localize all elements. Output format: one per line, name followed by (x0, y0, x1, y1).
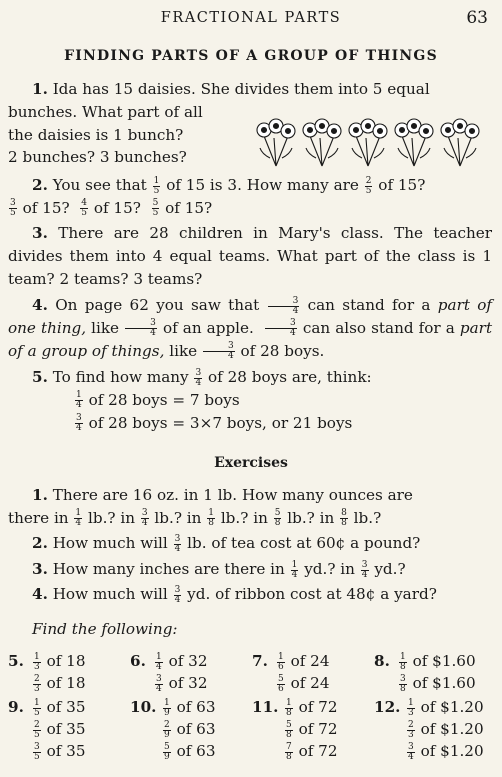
problem-text: like (169, 341, 198, 360)
fraction: $\frac{3}{4}$ (141, 508, 148, 529)
problem-text: of 15 is 3. How many are (166, 176, 359, 194)
fraction: $\frac{1}{8}$ (400, 651, 406, 672)
fraction: $\frac{1}{3}$ (408, 697, 414, 718)
problem-3 (8, 222, 492, 290)
problem-line (406, 740, 484, 762)
problem-line (398, 650, 476, 672)
exercise-text: lb.? in (154, 508, 202, 527)
fraction: $\frac{2}{5}$ (34, 719, 40, 740)
page-header (0, 8, 502, 30)
daisy-bunch-4 (395, 119, 433, 166)
problem-number: 6. (130, 652, 146, 670)
problem-line (32, 718, 85, 740)
problem-number: 3. (32, 224, 48, 242)
fraction: $\frac{3}{4}$ (268, 297, 300, 316)
problem-text: On page 62 you saw that (55, 296, 260, 314)
problem-12 (374, 696, 492, 762)
fraction: $\frac{3}{4}$ (195, 367, 202, 388)
problem-text: You see that (52, 176, 147, 194)
page-number: 63 (466, 8, 488, 28)
fraction: $\frac{4}{5}$ (81, 198, 88, 219)
fraction: $\frac{3}{5}$ (10, 198, 16, 219)
exercise-text: lb. of tea cost at 60¢ a pound? (187, 534, 421, 552)
problem-number: 4. (32, 296, 48, 314)
fraction: $\frac{5}{8}$ (274, 508, 281, 529)
fraction: $\frac{1}{3}$ (34, 651, 40, 672)
exercise-text: yd.? (374, 560, 406, 578)
problem-line (162, 740, 215, 762)
problem-number: 9. (8, 698, 24, 716)
problem-1-line-1 (8, 78, 492, 101)
problem-5-line-3 (8, 412, 492, 435)
exercise-text: lb.? in (287, 508, 335, 527)
problem-line (398, 672, 476, 694)
problem-number: 2. (32, 176, 48, 194)
fraction: $\frac{5}{9}$ (164, 741, 170, 762)
fraction: $\frac{7}{8}$ (286, 741, 292, 762)
fraction: $\frac{5}{5}$ (152, 198, 159, 219)
problem-5-line-1 (8, 366, 492, 389)
problem-lines (398, 650, 476, 694)
section-title: FINDING PARTS OF A GROUP OF THINGS (64, 48, 438, 64)
fraction: $\frac{2}{5}$ (365, 175, 372, 196)
problem-number: 5. (8, 652, 24, 670)
fraction: $\frac{3}{4}$ (408, 741, 414, 762)
problem-number: 5. (32, 368, 48, 386)
problem-lines (162, 696, 215, 762)
daisy-bunch-5 (441, 119, 479, 166)
problem-text: of 28 boys. (240, 341, 325, 360)
problem-text: of 24 (290, 652, 330, 670)
problem-line (32, 672, 85, 694)
fraction: $\frac{3}{4}$ (361, 559, 368, 580)
problem-text: of 28 boys are, think: (208, 368, 372, 386)
problem-text: of 35 (46, 742, 86, 760)
exercises-heading: Exercises (214, 455, 288, 471)
problem-text: of 63 (176, 720, 216, 738)
exercise-text: lb.? (353, 508, 382, 527)
problem-text: of 72 (298, 742, 338, 760)
fraction: $\frac{3}{4}$ (156, 673, 162, 694)
fraction: $\frac{2}{9}$ (164, 719, 170, 740)
problem-2-line-2 (8, 197, 492, 220)
problem-text: There are 28 children in Mary's class. The teacher divides them into 4 equal teams. What part of the class is 1 team? 2 teams? 3 teams? (8, 224, 493, 288)
problem-3-text-block (8, 222, 492, 290)
fraction: $\frac{3}{4}$ (76, 413, 82, 434)
problem-lines (284, 696, 337, 762)
problem-text: of $1.60 (412, 652, 476, 670)
problem-text: of 15? (165, 198, 213, 217)
exercise-text: there in (8, 508, 69, 527)
running-title: FRACTIONAL PARTS (160, 10, 342, 26)
fraction: $\frac{5}{6}$ (278, 673, 284, 694)
problem-5-line-2 (8, 389, 492, 412)
exercise-3 (8, 558, 492, 581)
problem-number: 12. (374, 698, 401, 716)
fraction: $\frac{3}{4}$ (203, 342, 235, 361)
problem-text: of 32 (168, 674, 208, 692)
problem-text: of 18 (46, 652, 86, 670)
exercise-4 (8, 583, 492, 606)
exercise-1-line-2 (8, 507, 492, 530)
problem-lines (276, 650, 329, 694)
fraction: $\frac{3}{5}$ (34, 741, 40, 762)
exercise-text: yd.? in (304, 560, 355, 578)
fraction: $\frac{1}{5}$ (153, 175, 160, 196)
problem-text: of 28 boys = 7 boys (88, 390, 240, 409)
problem-number: 1. (32, 80, 48, 98)
fraction: $\frac{1}{9}$ (164, 697, 170, 718)
problem-5 (8, 650, 126, 694)
problem-line (284, 740, 337, 762)
problem-line (284, 696, 337, 718)
fraction: $\frac{1}{5}$ (34, 697, 40, 718)
find-the-following-label: Find the following: (32, 620, 178, 638)
exercise-number: 4. (32, 585, 48, 603)
problem-number: 11. (252, 698, 279, 716)
problem-lines (406, 696, 484, 762)
problem-line (32, 650, 85, 672)
fraction: $\frac{3}{8}$ (400, 673, 406, 694)
problem-text: of 24 (290, 674, 330, 692)
problem-line (154, 650, 207, 672)
problem-number: 8. (374, 652, 390, 670)
fraction: $\frac{5}{8}$ (286, 719, 292, 740)
problem-text: of 18 (46, 674, 86, 692)
problem-text: of $1.20 (420, 742, 484, 760)
problem-number: 7. (252, 652, 268, 670)
problem-text: of an apple. (162, 318, 254, 337)
problem-text: of 15? (93, 198, 141, 217)
problem-line (284, 718, 337, 740)
problem-lines (32, 650, 85, 694)
problem-text: of 32 (168, 652, 208, 670)
daisy-bunch-1 (257, 119, 295, 166)
daisy-bunches-illustration (252, 114, 488, 168)
exercise-number: 1. (32, 486, 48, 504)
problem-1-line-2: bunches. What part of all (8, 102, 203, 121)
problem-line (162, 718, 215, 740)
problem-text: of 63 (176, 698, 216, 716)
problem-4 (8, 294, 492, 362)
problem-2-line-1 (8, 174, 492, 197)
fraction: $\frac{1}{8}$ (286, 697, 292, 718)
fraction: $\frac{1}{4}$ (291, 559, 298, 580)
italic-text: part of a group of things, (8, 318, 493, 360)
exercise-text: How much will (52, 585, 168, 603)
problem-line (32, 696, 85, 718)
fraction: $\frac{1}{4}$ (75, 508, 82, 529)
fraction: $\frac{2}{3}$ (408, 719, 414, 740)
problem-text: of 35 (46, 698, 86, 716)
exercise-text: lb.? in (220, 508, 268, 527)
exercise-3-line (8, 558, 492, 581)
problem-text: like (91, 318, 120, 337)
problem-2 (8, 174, 492, 220)
problem-line (276, 650, 329, 672)
problem-text: can stand for a (307, 296, 431, 314)
exercise-number: 2. (32, 534, 48, 552)
problem-number: 10. (130, 698, 157, 716)
problem-text: of 15? (22, 198, 70, 217)
problem-text: of 72 (298, 720, 338, 738)
problem-11 (252, 696, 370, 762)
problem-line (276, 672, 329, 694)
problem-text: of $1.20 (420, 720, 484, 738)
problem-line (154, 672, 207, 694)
italic-text: part of one thing, (8, 296, 493, 337)
daisy-bunch-2 (303, 119, 341, 166)
exercise-4-line (8, 583, 492, 606)
problem-10 (130, 696, 248, 762)
fraction: $\frac{8}{8}$ (341, 508, 347, 529)
exercise-1 (8, 484, 492, 530)
problem-text: of 28 boys = 3×7 boys, or 21 boys (88, 413, 353, 432)
problem-9 (8, 696, 126, 762)
fraction: $\frac{2}{3}$ (34, 673, 40, 694)
exercise-2-line (8, 532, 492, 555)
fraction: $\frac{3}{4}$ (174, 533, 181, 554)
problem-6 (130, 650, 248, 694)
problem-lines (154, 650, 207, 694)
exercise-text: How much will (52, 534, 168, 552)
daisy-bunch-3 (349, 119, 387, 166)
fraction: $\frac{3}{4}$ (265, 319, 297, 338)
problem-text: of 72 (298, 698, 338, 716)
problem-text: To find how many (52, 368, 189, 386)
problem-line (32, 740, 85, 762)
problem-5 (8, 366, 492, 434)
problem-text: of 63 (176, 742, 216, 760)
exercise-text: yd. of ribbon cost at 48¢ a yard? (187, 585, 437, 603)
problem-lines (32, 696, 85, 762)
exercise-text: How many inches are there in (52, 560, 285, 578)
fraction: $\frac{1}{8}$ (208, 508, 214, 529)
problem-text: of $1.60 (412, 674, 476, 692)
exercise-number: 3. (32, 560, 48, 578)
problem-1-line-4: 2 bunches? 3 bunches? (8, 148, 187, 167)
problem-7 (252, 650, 370, 694)
problem-1-line-3: the daisies is 1 bunch? (8, 125, 184, 144)
fraction: $\frac{3}{4}$ (174, 584, 181, 605)
fraction: $\frac{3}{4}$ (125, 319, 157, 338)
exercise-2 (8, 532, 492, 555)
exercise-1-line-1 (8, 484, 492, 507)
problem-text: of 35 (46, 720, 86, 738)
problem-line (406, 718, 484, 740)
fraction: $\frac{1}{6}$ (278, 651, 284, 672)
problem-text: Ida has 15 daisies. She divides them into 5 equal (52, 80, 430, 98)
exercise-text: lb.? in (87, 508, 136, 527)
problem-8 (374, 650, 492, 694)
fraction: $\frac{1}{4}$ (76, 390, 82, 411)
exercise-text: There are 16 oz. in 1 lb. How many ounces are (52, 486, 413, 504)
problem-4-text-block (8, 294, 492, 362)
problem-text: of $1.20 (420, 698, 484, 716)
fraction: $\frac{1}{4}$ (156, 651, 162, 672)
problem-line (162, 696, 215, 718)
problem-text: can also stand for a (302, 318, 455, 337)
problem-line (406, 696, 484, 718)
problem-text: of 15? (378, 176, 426, 194)
